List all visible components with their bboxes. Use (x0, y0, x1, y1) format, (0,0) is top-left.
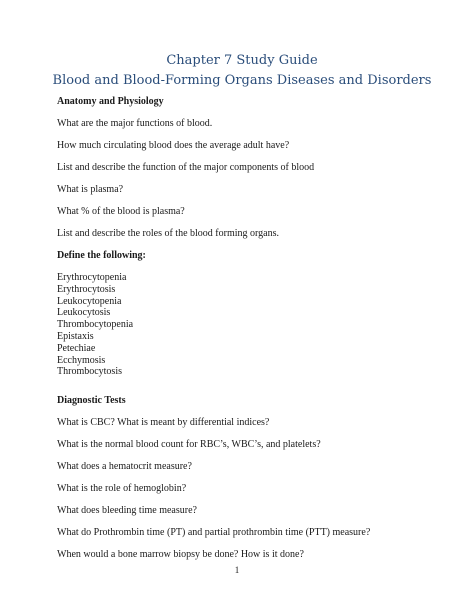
term-item: Petechiae (57, 342, 96, 354)
term-item: Thrombocytopenia (57, 319, 134, 331)
document-body (57, 96, 437, 561)
section-heading-anatomy: Anatomy and Physiology (57, 96, 164, 107)
term-item: Erythrocytosis (57, 283, 116, 295)
section-heading-diagnostic: Diagnostic Tests (57, 395, 126, 407)
question-item: What is CBC? What is meant by differential indices? (57, 417, 270, 429)
question-item: What is plasma? (57, 184, 124, 195)
term-item: Ecchymosis (57, 354, 106, 366)
title-block (0, 52, 474, 90)
question-item: What do Prothrombin time (PT) and partial prothrombin time (PTT) measure? (57, 527, 371, 539)
term-item: Leukocytopenia (57, 295, 122, 307)
question-item: What are the major functions of blood. (57, 118, 213, 129)
question-item: What is the normal blood count for RBC’s, WBC’s, and platelets? (57, 439, 321, 451)
question-item: List and describe the roles of the blood forming organs. (57, 228, 279, 239)
question-item: When would a bone marrow biopsy be done? How is it done? (57, 549, 304, 561)
section-heading-define: Define the following: (57, 250, 146, 261)
term-item: Leukocytosis (57, 307, 111, 319)
page-number: 1 (234, 565, 240, 575)
term-item: Epistaxis (57, 330, 94, 342)
question-item: What % of the blood is plasma? (57, 206, 185, 217)
question-item: How much circulating blood does the average adult have? (57, 140, 290, 151)
document-title: Chapter 7 Study Guide (166, 53, 318, 68)
term-item: Erythrocytopenia (57, 272, 127, 283)
question-item: What does a hematocrit measure? (57, 461, 192, 473)
question-item: What is the role of hemoglobin? (57, 483, 187, 495)
question-item: What does bleeding time measure? (57, 505, 197, 517)
term-list (57, 272, 437, 378)
question-item: List and describe the function of the major components of blood (57, 162, 315, 173)
document-subtitle: Blood and Blood-Forming Organs Diseases and Disorders (52, 73, 432, 88)
term-item: Thrombocytosis (57, 366, 122, 378)
